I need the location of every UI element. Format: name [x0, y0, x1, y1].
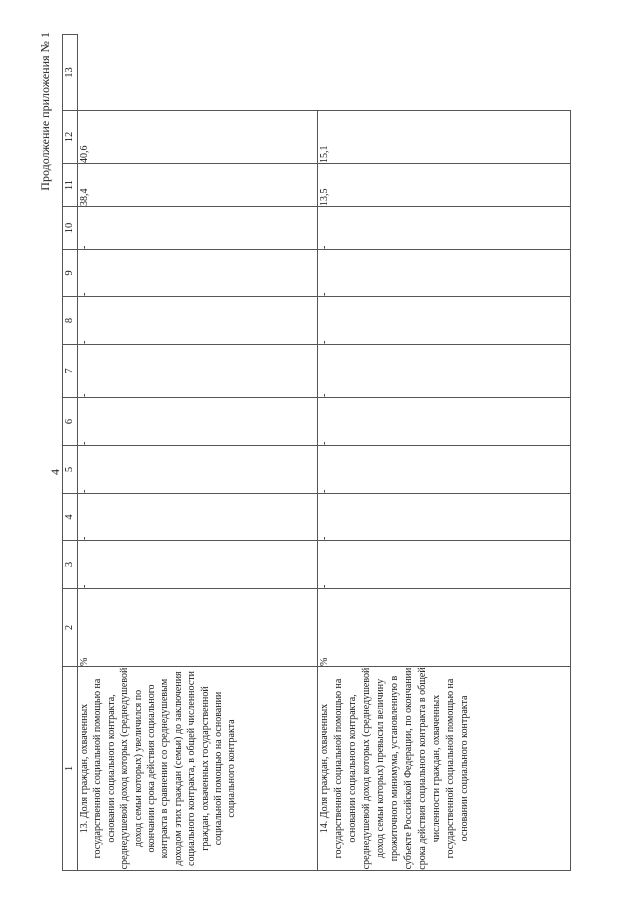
value-cell: - — [78, 345, 318, 398]
value-cell: - — [78, 250, 318, 297]
column-number: 8 — [63, 297, 78, 345]
column-number: 11 — [63, 164, 78, 207]
value-cell: 13,5 — [318, 164, 571, 207]
column-number: 9 — [63, 250, 78, 297]
unit-cell: % — [78, 589, 318, 667]
value-cell: - — [318, 250, 571, 297]
column-number: 3 — [63, 541, 78, 589]
value-cell: - — [78, 494, 318, 541]
value-cell: - — [78, 446, 318, 494]
value-cell: 38,4 — [78, 164, 318, 207]
table-row — [78, 35, 318, 871]
value-cell: - — [318, 207, 571, 250]
value-cell: - — [318, 345, 571, 398]
value-cell: - — [78, 207, 318, 250]
column-number: 13 — [63, 35, 78, 111]
value-cell: - — [318, 398, 571, 446]
value-cell: 15,1 — [318, 111, 571, 164]
column-number: 7 — [63, 345, 78, 398]
indicators-table — [62, 34, 571, 871]
column-number: 2 — [63, 589, 78, 667]
value-cell: - — [318, 541, 571, 589]
value-cell: - — [318, 446, 571, 494]
column-number-row — [63, 35, 78, 871]
column-number: 10 — [63, 207, 78, 250]
value-cell: - — [318, 494, 571, 541]
value-cell: - — [78, 541, 318, 589]
column-number: 1 — [63, 667, 78, 871]
value-cell: - — [318, 297, 571, 345]
value-cell: - — [78, 398, 318, 446]
page-number: 4 — [48, 469, 62, 475]
unit-cell: % — [318, 589, 571, 667]
column-number: 6 — [63, 398, 78, 446]
indicator-text: 13. Доля граждан, охваченных государственной социальной помощью на основании социального контракта, среднедушевой доход которых (среднедушевой доход семьи которых) увеличился по окончании срока действия социального контракта в сравнении со среднедушевым доходом этих граждан (семьи) до заключения социального контракта, в общей численности граждан, охваченных государственной социальной помощью на основании социального контракта — [78, 667, 318, 871]
table-row — [318, 35, 571, 871]
indicator-text: 14. Доля граждан, охваченных государственной социальной помощью на основании социального контракта, среднедушевой доход которых (среднедушевой доход семьи которых) превысил величину прожиточного минимума, установленную в субъекте Российской Федерации, по окончании срока действия социального контракта в общей численности граждан, охваченных государственной социальной помощью на основании социального контракта — [318, 667, 571, 871]
column-number: 12 — [63, 111, 78, 164]
value-cell: 40,6 — [78, 111, 318, 164]
column-number: 5 — [63, 446, 78, 494]
continuation-note: Продолжение приложения № 1 — [38, 32, 52, 191]
column-number: 4 — [63, 494, 78, 541]
value-cell: - — [78, 297, 318, 345]
